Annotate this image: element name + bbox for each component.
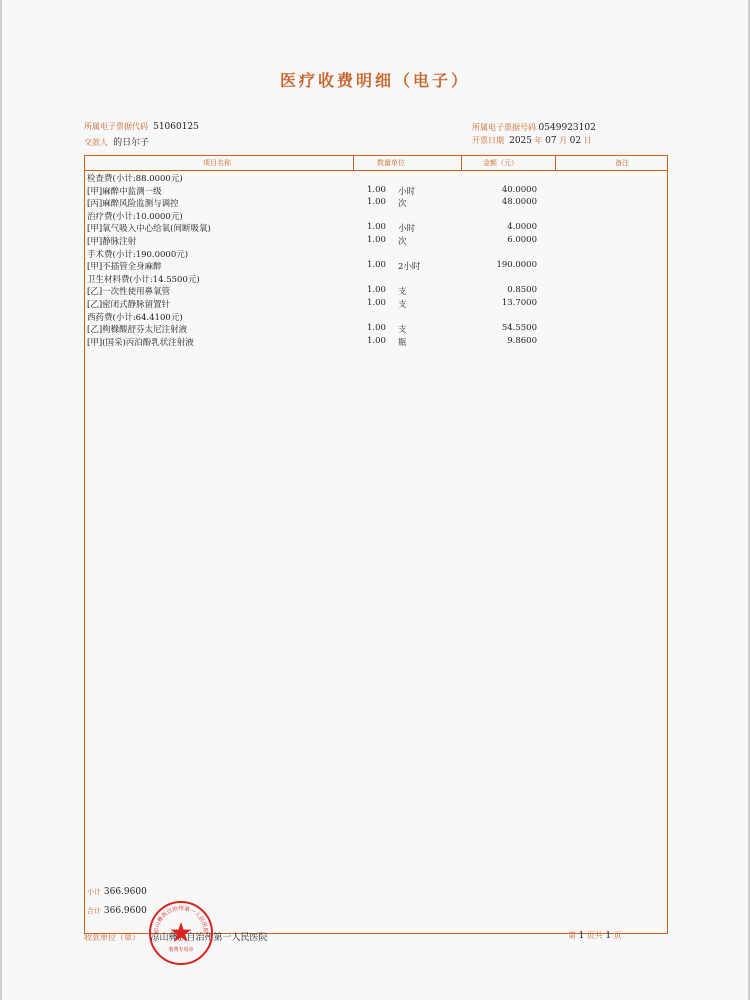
payee-label: 收款单位（章） [84,933,140,942]
page-prefix: 第 [568,931,576,940]
total [87,906,147,916]
date-day: 02 [569,136,582,146]
row-qty: 1.00 [367,184,386,195]
table-header [85,156,667,171]
seal-star-icon [171,922,192,942]
row-name: [甲]不插管全身麻醉 [87,262,162,273]
row-amount: 54.5500 [501,323,537,334]
row-qty: 1.00 [367,335,386,346]
column-divider [461,156,462,170]
table-row [85,185,667,198]
row-name: 卫生材料费(小计:14.5500元) [87,274,200,285]
row-name: 手术费(小计:190.0000元) [87,249,189,260]
row-name: [甲]麻醉中监测一级 [87,186,162,197]
invoice-no-label: 所属电子票据号码 [472,123,536,132]
invoice-code [84,121,199,132]
table-row [85,235,667,248]
page-suffix: 页 [613,931,622,940]
column-divider [555,156,556,170]
table-row [85,222,667,235]
invoice-code-value: 51060125 [153,122,199,132]
row-name: 检查费(小计:88.0000元) [87,174,183,184]
payer-value: 的日尔子 [113,138,150,148]
seal-outer-text: 凉山彝族自治州第一人民医院 [153,906,209,934]
date-month-unit: 月 [559,136,568,145]
invoice-no-value: 0549923102 [538,123,596,133]
subtotal-value: 366.9600 [103,887,147,897]
payer-label: 交款人 [84,138,108,147]
row-unit: 瓶 [398,337,407,348]
payer [84,135,149,148]
row-qty: 1.00 [367,235,386,245]
row-unit: 支 [398,287,407,298]
row-unit: 次 [398,237,407,247]
category-row [85,210,667,223]
table-row [85,285,667,298]
column-divider [353,156,354,170]
date-year: 2025 [509,136,532,146]
row-qty: 1.00 [367,222,386,233]
row-amount: 0.8500 [507,285,537,296]
row-unit: 支 [398,325,407,336]
invoice-code-label: 所属电子票据代码 [84,122,148,131]
category-row [85,311,667,324]
invoice-number [472,122,596,133]
row-name: [乙]密闭式静脉留置针 [87,300,171,310]
total-label: 合计 [87,907,101,915]
column-qty-unit: 数量单位 [377,159,405,167]
table-row [85,197,667,210]
category-row [85,248,667,261]
row-unit: 2小时 [398,262,421,273]
detail-table [84,155,668,934]
document-title: 医疗收费明细（电子） [279,71,470,90]
row-unit: 次 [398,199,407,210]
row-unit: 小时 [398,186,416,197]
page-mid: 页共 [586,931,603,940]
category-row [85,273,667,286]
row-unit: 支 [398,300,407,310]
row-unit: 小时 [398,224,416,235]
table-row [85,298,667,311]
row-name: [甲]氧气吸入中心给氧(间断吸氧) [87,224,211,235]
date-day-unit: 日 [583,136,592,145]
row-name: 西药费(小计:64.4100元) [87,312,183,323]
hospital-name: 凉山彝族自治州第一人民医院 [150,933,268,943]
row-name: [甲]静脉注射 [87,237,137,247]
row-name: [甲](国采)丙泊酚乳状注射液 [87,337,194,348]
subtotal-label: 小计 [87,888,101,896]
row-amount: 48.0000 [501,197,537,208]
column-amount: 金额（元） [483,159,518,167]
row-amount: 6.0000 [507,235,537,245]
row-name: [乙]枸橼酸舒芬太尼注射液 [87,325,188,336]
row-name: 治疗费(小计:10.0000元) [87,211,183,222]
table-row [85,323,667,336]
category-row [85,172,667,185]
row-amount: 190.0000 [496,260,537,271]
total-value: 366.9600 [103,906,147,916]
row-amount: 9.8600 [507,335,537,346]
row-amount: 40.0000 [501,184,537,195]
row-qty: 1.00 [367,298,386,308]
official-seal [148,900,214,966]
column-remark: 备注 [615,159,629,167]
date-year-unit: 年 [534,136,543,145]
subtotal [87,887,147,897]
row-qty: 1.00 [367,285,386,296]
page-number: 1 [578,931,585,941]
row-qty: 1.00 [367,197,386,208]
row-amount: 13.7000 [501,298,537,308]
row-amount: 4.0000 [507,222,537,233]
table-row [85,336,667,349]
row-qty: 1.00 [367,260,386,271]
scan-edge-left [0,0,2,1000]
date-month: 07 [545,136,557,146]
page-count [568,930,622,941]
row-qty: 1.00 [367,323,386,334]
issue-date [472,135,592,146]
row-name: [乙]一次性使用鼻氧管 [87,287,171,298]
date-label: 开票日期 [472,136,504,145]
table-row [85,260,667,273]
seal-inner-text: 收费专用章 [168,947,194,953]
page-total: 1 [605,931,612,941]
row-name: [丙]麻醉风险监测与调控 [87,199,179,210]
column-name: 项目名称 [203,159,231,167]
